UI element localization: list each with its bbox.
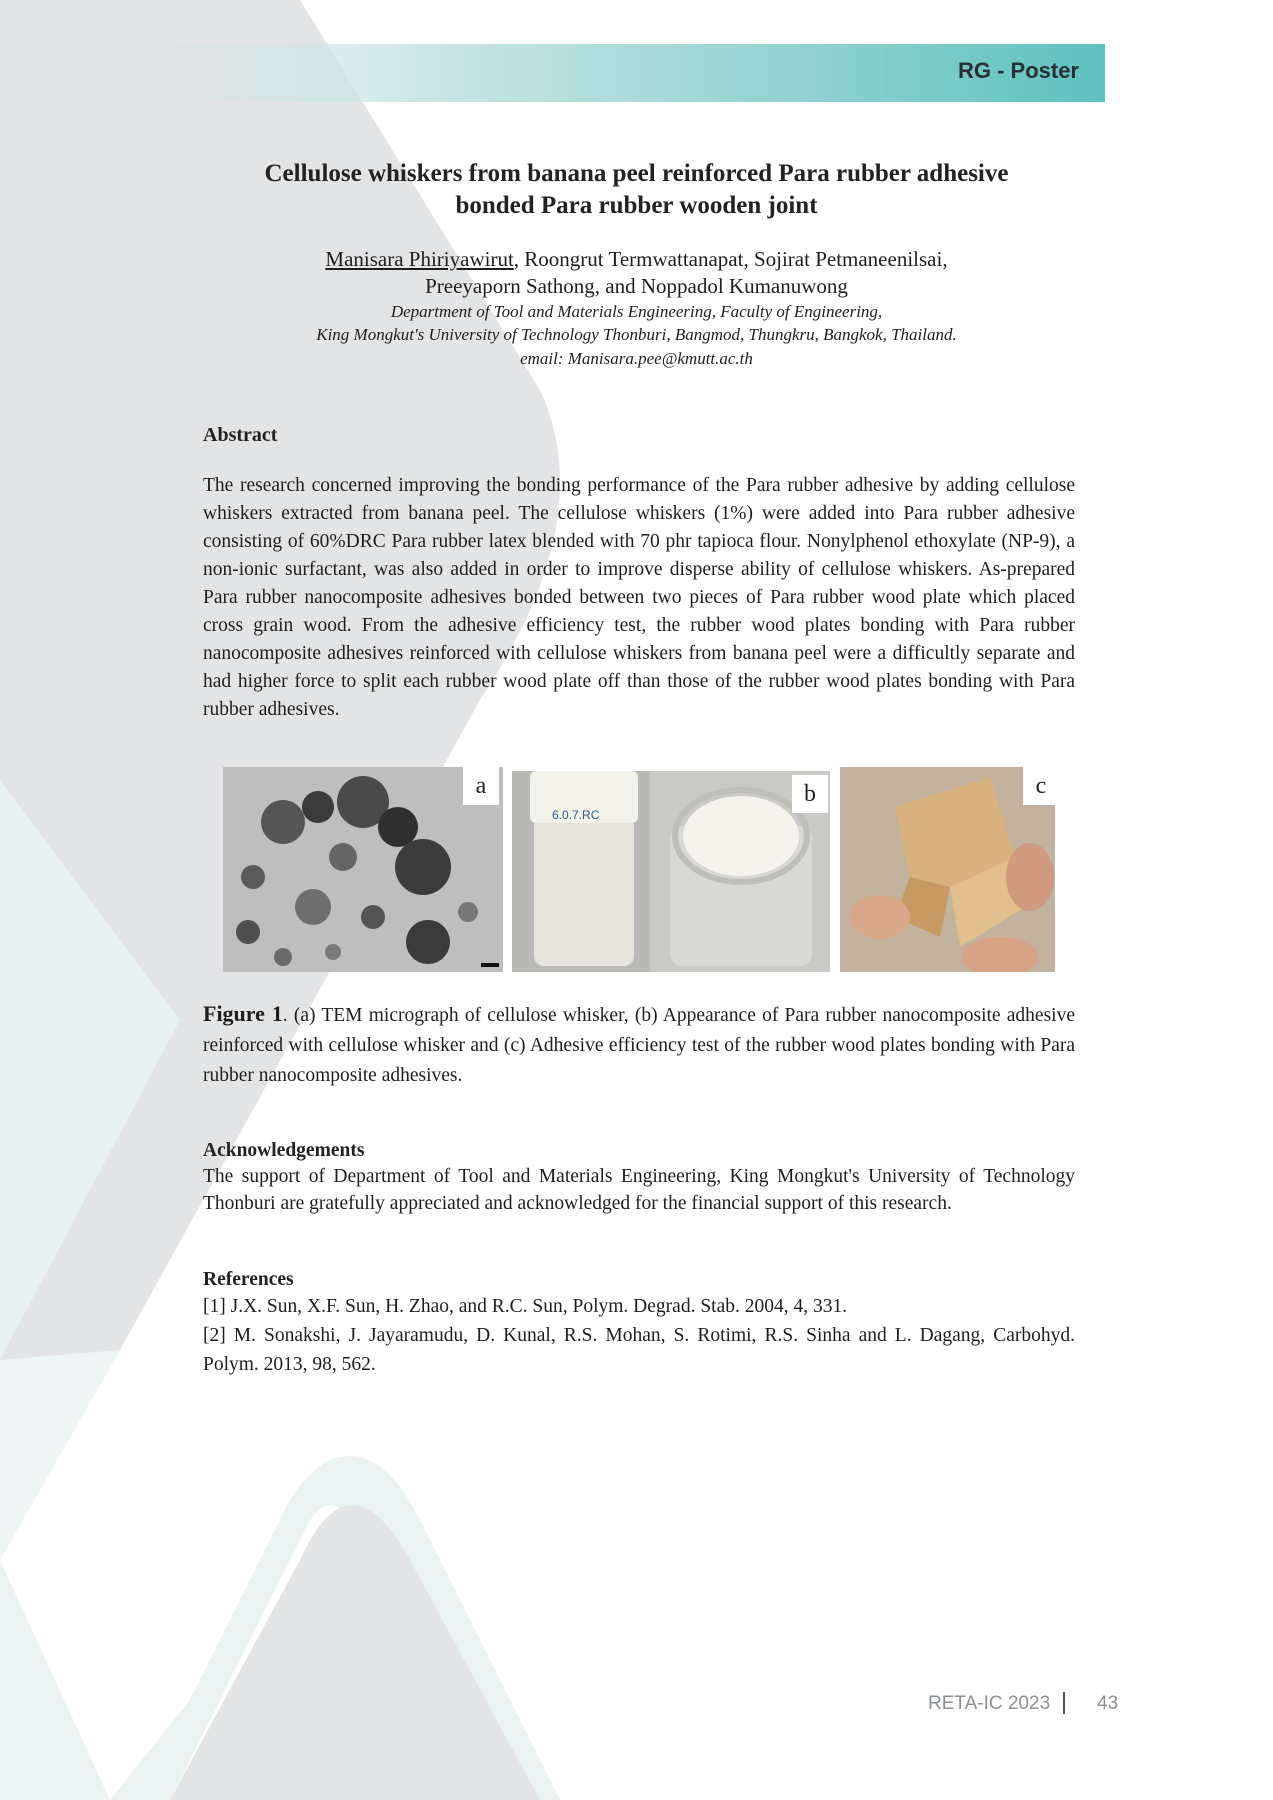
tem-image [223, 767, 503, 972]
figure-letter-a: a [463, 767, 499, 805]
reference-1: [1] J.X. Sun, X.F. Sun, H. Zhao, and R.C. Sun, Polym. Degrad. Stab. 2004, 4, 331. [203, 1296, 848, 1317]
affiliation-line-1: Department of Tool and Materials Engineering, Faculty of Engineering, [390, 302, 883, 321]
acknowledgements-text: The support of Department of Tool and Materials Engineering, King Mongkut's University of Technology Thonburi are gratefully appreciated and acknowledged for the financial support of this research. [203, 1166, 1075, 1214]
figure-wood-split [840, 767, 1055, 972]
affiliation-line-2: King Mongkut's University of Technology Thonburi, Bangmod, Thungkru, Bangkok, Thailand. [316, 325, 957, 344]
title-line-2: bonded Para rubber wooden joint [455, 192, 818, 219]
jar-image [512, 771, 830, 972]
acknowledgements-heading: Acknowledgements [203, 1140, 365, 1161]
author-email: email: Manisara.pee@kmutt.ac.th [520, 349, 753, 368]
figure-letter-b: b [792, 775, 828, 813]
figure-adhesive-jars [512, 771, 830, 972]
co-authors-line-1: , Roongrut Termwattanapat, Sojirat Petmaneenilsai, [513, 247, 948, 271]
abstract-heading: Abstract [203, 424, 278, 446]
reference-2: [2] M. Sonakshi, J. Jayaramudu, D. Kunal, R.S. Mohan, S. Rotimi, R.S. Sinha and L. Dagang, Carbohyd. Polym. 2013, 98, 562. [203, 1325, 1075, 1375]
figure-number: Figure 1 [203, 1001, 283, 1026]
figure-caption-text: . (a) TEM micrograph of cellulose whisker, (b) Appearance of Para rubber nanocomposite adhesive reinforced with cellulose whisker and (c) Adhesive efficiency test of the rubber wood plates bonding with Para rubber nanocomposite adhesives. [203, 1005, 1075, 1086]
header-label: RG - Poster [957, 58, 1079, 83]
figure-letter-c: c [1023, 767, 1055, 805]
figure-caption [203, 999, 1075, 1091]
affiliation [200, 300, 1073, 346]
references-heading: References [203, 1269, 294, 1290]
co-authors-line-2: Preeyaporn Sathong, and Noppadol Kumanuwong [425, 274, 848, 298]
abstract-text: The research concerned improving the bonding performance of the Para rubber adhesive by adding cellulose whiskers extracted from banana peel. The cellulose whiskers (1%) were added into Para rubber adhesive consisting of 60%DRC Para rubber latex blended with 70 phr tapioca flour. Nonylphenol ethoxylate (NP-9), a non-ionic surfactant, was also added in order to improve disperse ability of cellulose whiskers. As-prepared Para rubber nanocomposite adhesives bonded between two pieces of Para rubber wood plate which placed cross grain wood. From the adhesive efficiency test, the rubber wood plates bonding with Para rubber nanocomposite adhesives reinforced with cellulose whiskers from banana peel were a difficultly separate and had higher force to split each rubber wood plate off than those of the rubber wood plates bonding with Para rubber adhesives. [203, 475, 1075, 720]
title-line-1: Cellulose whiskers from banana peel reinforced Para rubber adhesive [264, 160, 1009, 187]
figure-tem-micrograph [223, 767, 503, 972]
presenting-author: Manisara Phiriyawirut [325, 247, 514, 271]
paper-title [200, 158, 1073, 222]
jar-label-text: 6.0.7.RC [552, 808, 600, 822]
page-number: 43 [1097, 1693, 1119, 1714]
header-band [135, 44, 1105, 102]
author-list [200, 246, 1073, 300]
footer-divider [1063, 1692, 1065, 1714]
footer-source: RETA-IC 2023 [928, 1693, 1051, 1714]
